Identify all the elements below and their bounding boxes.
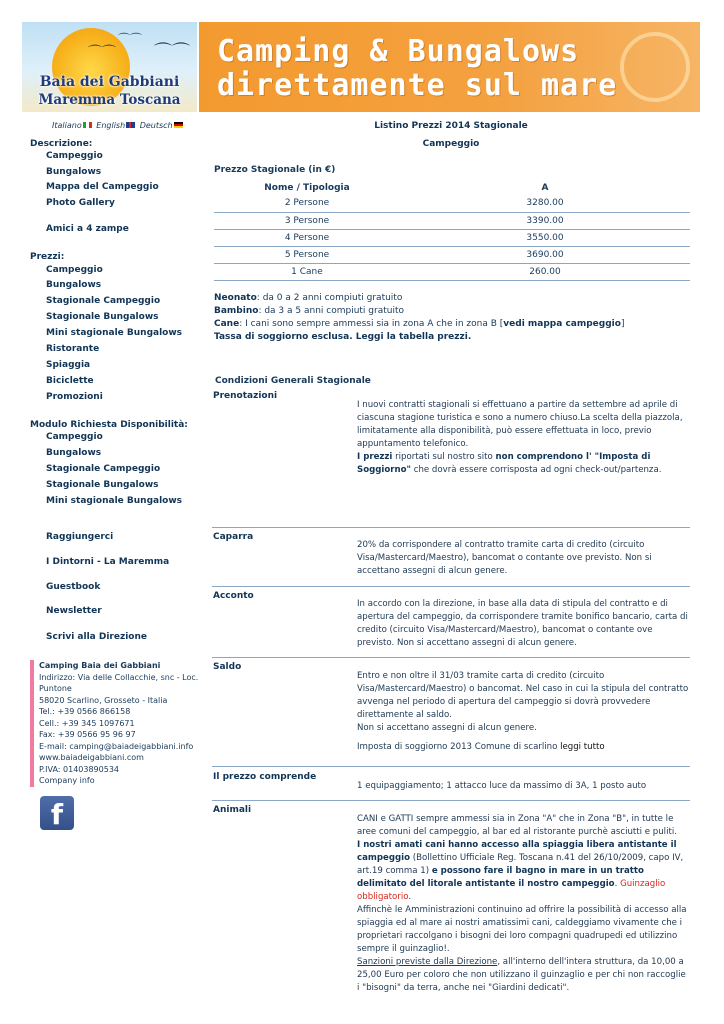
contact-website[interactable]: www.baiadeigabbiani.com — [39, 753, 144, 762]
table-cell-price: 3690.00 — [400, 246, 690, 263]
section-text-saldo: Entro e non oltre il 31/03 tramite carta di credito (circuito Visa/Mastercard/Maestro) o bancomat. Nel caso in cui la stipula del contratto avvenga nel periodo di apertura del campeggio si dovrà provvedere direttamente al saldo. Non si accettano assegni di alcun genere. Imposta di soggiorno 2013 Comune di scarlino leggi tutto — [357, 671, 689, 752]
sidebar-item-spiaggia[interactable]: Spiaggia — [46, 360, 91, 370]
table-cell-price: 3280.00 — [400, 195, 690, 212]
sidebar-heading-prezzi: Prezzi: — [30, 252, 65, 262]
banner-title: Camping & Bungalows — [217, 34, 580, 69]
logo-subtitle: Maremma Toscana — [38, 92, 181, 108]
banner-subtitle: direttamente sul mare — [217, 68, 618, 103]
sidebar-item-prezzi-stagionale-bungalows[interactable]: Stagionale Bungalows — [46, 312, 159, 322]
sidebar-item-modulo-bungalows[interactable]: Bungalows — [46, 448, 102, 458]
sidebar-item-guestbook[interactable]: Guestbook — [46, 582, 101, 592]
price-table-label: Prezzo Stagionale (in €) — [214, 165, 336, 175]
section-label-prenotazioni: Prenotazioni — [213, 391, 278, 401]
section-divider — [212, 800, 690, 801]
table-cell-price: 3550.00 — [400, 229, 690, 246]
table-cell-tipologia: 5 Persone — [214, 246, 400, 263]
section-label-comprende: Il prezzo comprende — [213, 772, 317, 782]
site-logo[interactable] — [22, 22, 197, 112]
sidebar-item-modulo-mini-stagionale[interactable]: Mini stagionale Bungalows — [46, 496, 183, 506]
section-text-animali: CANI e GATTI sempre ammessi sia in Zona "A" che in Zona "B", in tutte le aree comuni del campeggio, al bar ed al ristorante purchè asciutti e puliti. I nostri amati cani hanno accesso alla spiaggia libera antistante il campeggio (Bollettino Ufficiale Reg. Toscana n.41 del 26/10/2009, capo IV, art.19 comma 1) e possono fare il bagno in mare in un tratto delimitato del litorale antistante il nostro campeggio. Guinzaglio obbligatorio. Affinchè le Amministrazioni continuino ad offrire la possibilità di accesso alla spiaggia ed al mare ai nostri amatissimi cani, caldeggiamo vivamente che i proprietari raccolgano i bisogni dei loro compagni quadrupedi ed utilizzino sempre il guinzaglio!. Sanzioni previste dalla Direzione, all'interno dell'intera struttura, da 10,00 a 25,00 Euro per coloro che non utilizzano il guinzaglio e per chi non raccoglie i "bisogni" da terra, anche nei "Giardini dedicati". — [357, 814, 687, 993]
logo-title: Baia dei Gabbiani — [39, 74, 180, 90]
sidebar-item-scrivi-direzione[interactable]: Scrivi alla Direzione — [46, 632, 147, 642]
sidebar-item-prezzi-campeggio[interactable]: Campeggio — [46, 265, 103, 275]
site-header — [22, 22, 700, 112]
sidebar-item-ristorante[interactable]: Ristorante — [46, 344, 100, 354]
section-text-acconto: In accordo con la direzione, in base alla data di stipula del contratto e di apertura del campeggio, da corrispondere tramite bonifico bancario, carta di credito (circuito Visa/Mastercard/Maestro), bancomat o contante ove previsto. Non si accettano assegni di alcun genere. — [357, 599, 688, 648]
sidebar-item-newsletter[interactable]: Newsletter — [46, 606, 102, 616]
table-row — [214, 246, 690, 263]
table-row — [214, 229, 690, 246]
table-row — [214, 263, 690, 280]
column-header-tipologia: Nome / Tipologia — [264, 182, 350, 193]
sidebar-heading-descrizione: Descrizione: — [30, 139, 93, 149]
sidebar-item-bungalows[interactable]: Bungalows — [46, 167, 102, 177]
uk-flag-icon[interactable] — [126, 122, 135, 128]
note-tassa: Tassa di soggiorno esclusa. Leggi la tabella prezzi. — [214, 332, 472, 342]
contact-fax: Fax: +39 0566 95 96 97 — [39, 730, 136, 739]
table-cell-price: 260.00 — [400, 263, 690, 280]
table-cell-tipologia: 3 Persone — [214, 212, 400, 229]
section-divider — [212, 586, 690, 587]
sidebar-item-prezzi-bungalows[interactable]: Bungalows — [46, 280, 102, 290]
table-cell-price: 3390.00 — [400, 212, 690, 229]
sidebar-item-photo-gallery[interactable]: Photo Gallery — [46, 198, 115, 208]
gull-icon: ⌒⌒ — [118, 32, 143, 46]
italy-flag-icon[interactable] — [83, 122, 92, 128]
contact-title: Camping Baia dei Gabbiani — [39, 661, 161, 670]
sidebar-item-campeggio[interactable]: Campeggio — [46, 151, 103, 161]
note-cane: Cane: I cani sono sempre ammessi sia in zona A che in zona B [vedi mappa campeggio] — [214, 319, 625, 329]
sidebar-item-mappa[interactable]: Mappa del Campeggio — [46, 182, 159, 192]
sidebar-item-amici-4-zampe[interactable]: Amici a 4 zampe — [46, 224, 129, 234]
section-label-animali: Animali — [213, 805, 252, 815]
table-row — [214, 212, 690, 229]
sidebar-item-dintorni[interactable]: I Dintorni - La Maremma — [46, 557, 170, 567]
section-divider — [212, 527, 690, 528]
page-title: Listino Prezzi 2014 Stagionale — [374, 121, 528, 131]
imposta-leggi-tutto-link[interactable]: leggi tutto — [560, 742, 605, 752]
tabella-prezzi-link[interactable]: Leggi la tabella prezzi. — [355, 332, 472, 342]
table-cell-tipologia: 4 Persone — [214, 229, 400, 246]
language-selector — [52, 121, 185, 130]
section-label-saldo: Saldo — [213, 662, 242, 672]
column-header-a: A — [541, 182, 549, 193]
sidebar-item-promozioni[interactable]: Promozioni — [46, 392, 103, 402]
note-neonato: Neonato: da 0 a 2 anni compiuti gratuito — [214, 293, 403, 303]
lang-deutsch[interactable]: Deutsch — [139, 121, 173, 130]
contact-city: 58020 Scarlino, Grosseto - Italia — [39, 695, 168, 705]
table-cell-tipologia: 1 Cane — [214, 263, 400, 280]
price-notes — [214, 292, 694, 344]
contact-tel: Tel.: +39 0566 866158 — [39, 707, 131, 716]
section-text-prenotazioni: I nuovi contratti stagionali si effettuano a partire da settembre ad aprile di ciascuna stagione turistica e sono a numero chiuso.La scelta della piazzola, limitatamente alla disponibilità, può essere effettuata in loco, previo appuntamento telefonico. I prezzi riportati sul nostro sito non comprendono l' "Imposta di Soggiorno" che dovrà essere corrisposta ad ogni check-out/partenza. — [357, 400, 683, 475]
lang-english[interactable]: English — [96, 121, 126, 130]
contact-cell: Cell.: +39 345 1097671 — [39, 718, 135, 728]
section-divider — [212, 657, 690, 658]
section-label-caparra: Caparra — [213, 532, 254, 542]
section-divider — [212, 766, 690, 767]
conditions-title: Condizioni Generali Stagionale — [215, 376, 371, 386]
facebook-icon[interactable]: f — [40, 796, 74, 830]
contact-email[interactable]: E-mail: camping@baiadeigabbiani.info — [39, 741, 194, 751]
mappa-campeggio-link[interactable]: vedi mappa campeggio — [503, 319, 621, 329]
sidebar-item-prezzi-stagionale-campeggio[interactable]: Stagionale Campeggio — [46, 296, 161, 306]
page-subtitle: Campeggio — [422, 139, 480, 149]
lang-italiano[interactable]: Italiano — [52, 121, 82, 130]
section-text-comprende: 1 equipaggiamento; 1 attacco luce da massimo di 3A, 1 posto auto — [357, 781, 647, 791]
sidebar-item-prezzi-mini-stagionale[interactable]: Mini stagionale Bungalows — [46, 328, 183, 338]
sidebar-item-raggiungerci[interactable]: Raggiungerci — [46, 532, 114, 542]
gull-icon: ⌒⌒ — [154, 42, 190, 63]
sidebar-item-modulo-stagionale-campeggio[interactable]: Stagionale Campeggio — [46, 464, 161, 474]
contact-address: Indirizzo: Via delle Collacchie, snc - Loc. Puntone — [39, 672, 199, 693]
contact-company-info[interactable]: Company info — [39, 776, 95, 785]
section-label-acconto: Acconto — [213, 591, 254, 601]
table-row — [214, 195, 690, 212]
contact-piva: P.IVA: 01403890534 — [39, 764, 119, 774]
table-cell-tipologia: 2 Persone — [214, 195, 400, 212]
table-header-row — [214, 180, 690, 195]
sidebar-item-biciclette[interactable]: Biciclette — [46, 376, 94, 386]
header-banner — [199, 22, 700, 112]
price-table — [214, 180, 690, 281]
sun-icon — [620, 32, 690, 102]
sidebar-item-modulo-campeggio[interactable]: Campeggio — [46, 432, 103, 442]
gull-icon: ⌒⌒ — [88, 45, 116, 61]
sidebar-heading-modulo: Modulo Richiesta Disponibilità: — [30, 420, 188, 430]
section-text-caparra: 20% da corrispondere al contratto tramite carta di credito (circuito Visa/Mastercard/Maestro), bancomat o contante ove previsto. Non si accettano assegni di alcun genere. — [357, 540, 652, 576]
sanzioni-link[interactable]: Sanzioni previste dalla Direzione — [357, 957, 498, 967]
sidebar-item-modulo-stagionale-bungalows[interactable]: Stagionale Bungalows — [46, 480, 159, 490]
guinzaglio-obbligatorio-text: Guinzaglio obbligatorio — [357, 879, 666, 902]
note-bambino: Bambino: da 3 a 5 anni compiuti gratuito — [214, 306, 404, 316]
contact-box — [30, 660, 200, 787]
germany-flag-icon[interactable] — [174, 122, 183, 128]
